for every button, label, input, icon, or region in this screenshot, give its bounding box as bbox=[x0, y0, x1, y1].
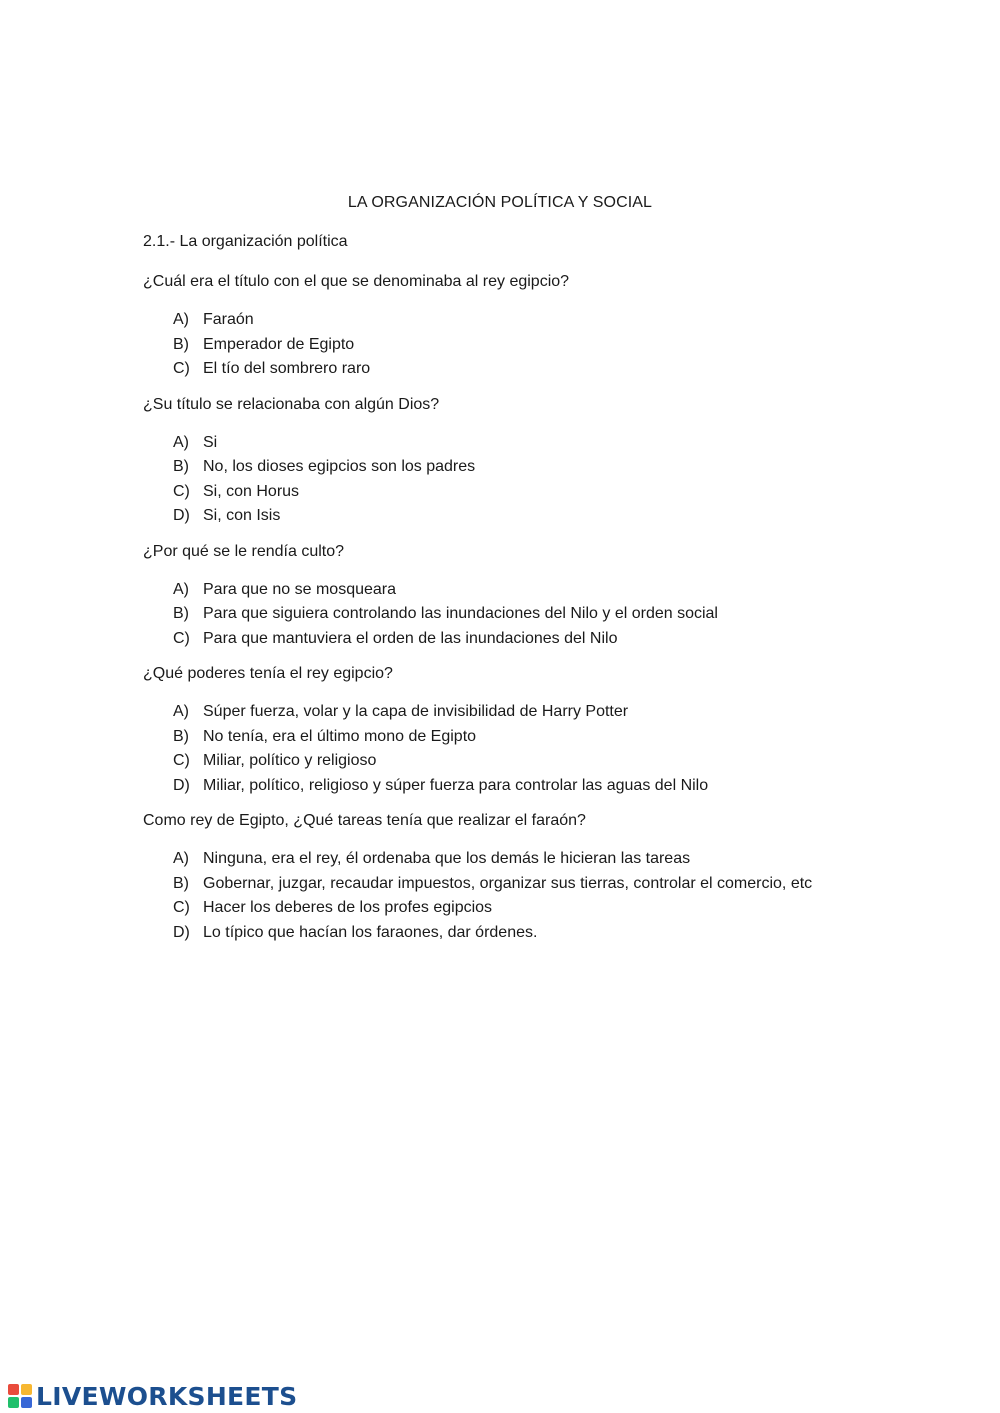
liveworksheets-logo bbox=[8, 1381, 297, 1411]
option-text: Miliar, político y religioso bbox=[203, 752, 377, 769]
answer-option[interactable] bbox=[143, 872, 923, 897]
liveworksheets-logo-icon bbox=[8, 1384, 32, 1408]
question-block bbox=[143, 271, 923, 382]
option-text: Ninguna, era el rey, él ordenaba que los demás le hicieran las tareas bbox=[203, 850, 691, 867]
logo-cell bbox=[8, 1384, 19, 1395]
option-text: Para que no se mosqueara bbox=[203, 580, 397, 598]
option-letter: B) bbox=[173, 458, 189, 475]
option-text: Si, con Horus bbox=[203, 482, 300, 500]
answer-option[interactable] bbox=[143, 774, 923, 799]
answer-option[interactable] bbox=[143, 602, 923, 627]
option-text: Si bbox=[203, 433, 218, 451]
question-block bbox=[143, 810, 923, 945]
logo-cell bbox=[21, 1384, 32, 1395]
logo-cell bbox=[8, 1397, 19, 1408]
option-letter: A) bbox=[173, 433, 189, 451]
answer-option[interactable] bbox=[143, 431, 923, 456]
option-text: No, los dioses egipcios son los padres bbox=[203, 458, 476, 475]
option-letter: B) bbox=[173, 605, 189, 622]
option-text: Emperador de Egipto bbox=[203, 335, 355, 353]
answer-option[interactable] bbox=[143, 504, 923, 529]
question-block bbox=[143, 541, 923, 652]
question-text: Como rey de Egipto, ¿Qué tareas tenía que realizar el faraón? bbox=[143, 812, 586, 829]
question-text: ¿Qué poderes tenía el rey egipcio? bbox=[143, 665, 393, 682]
option-text: Lo típico que hacían los faraones, dar órdenes. bbox=[203, 923, 538, 941]
option-letter: D) bbox=[173, 923, 190, 941]
option-text: Gobernar, juzgar, recaudar impuestos, organizar sus tierras, controlar el comercio, etc bbox=[203, 874, 813, 892]
option-text: Hacer los deberes de los profes egipcios bbox=[203, 899, 493, 916]
answer-option[interactable] bbox=[143, 896, 923, 921]
option-letter: B) bbox=[173, 335, 189, 353]
logo-cell bbox=[21, 1397, 32, 1408]
question-block bbox=[143, 394, 923, 529]
option-letter: C) bbox=[173, 899, 190, 916]
answer-option[interactable] bbox=[143, 308, 923, 333]
answer-option[interactable] bbox=[143, 921, 923, 946]
question-text: ¿Cuál era el título con el que se denominaba al rey egipcio? bbox=[143, 273, 570, 290]
option-letter: A) bbox=[173, 311, 189, 328]
option-text: Si, con Isis bbox=[203, 507, 281, 524]
answer-option[interactable] bbox=[143, 700, 923, 725]
option-letter: B) bbox=[173, 727, 189, 745]
section-heading: 2.1.- La organización política bbox=[143, 233, 348, 250]
question-text: ¿Por qué se le rendía culto? bbox=[143, 542, 345, 560]
option-letter: C) bbox=[173, 482, 190, 500]
option-text: No tenía, era el último mono de Egipto bbox=[203, 727, 477, 745]
option-letter: B) bbox=[173, 874, 189, 892]
option-text: Para que siguiera controlando las inundaciones del Nilo y el orden social bbox=[203, 605, 718, 622]
option-letter: D) bbox=[173, 507, 190, 524]
option-text: Miliar, político, religioso y súper fuerza para controlar las aguas del Nilo bbox=[203, 776, 709, 794]
answer-option[interactable] bbox=[143, 627, 923, 652]
option-letter: D) bbox=[173, 776, 190, 794]
answer-option[interactable] bbox=[143, 725, 923, 750]
question-list bbox=[143, 271, 923, 957]
option-letter: C) bbox=[173, 752, 190, 769]
logo-text: LIVEWORKSHEETS bbox=[36, 1381, 298, 1411]
option-text: Para que mantuviera el orden de las inundaciones del Nilo bbox=[203, 629, 618, 647]
option-letter: C) bbox=[173, 360, 190, 377]
option-letter: A) bbox=[173, 580, 189, 598]
question-text: ¿Su título se relacionaba con algún Dios? bbox=[143, 395, 440, 413]
answer-option[interactable] bbox=[143, 357, 923, 382]
option-letter: C) bbox=[173, 629, 190, 647]
option-letter: A) bbox=[173, 850, 189, 867]
answer-option[interactable] bbox=[143, 480, 923, 505]
page-title: LA ORGANIZACIÓN POLÍTICA Y SOCIAL bbox=[347, 194, 653, 211]
answer-option[interactable] bbox=[143, 578, 923, 603]
answer-option[interactable] bbox=[143, 333, 923, 358]
option-letter: A) bbox=[173, 703, 189, 720]
option-text: Faraón bbox=[203, 311, 254, 328]
option-text: El tío del sombrero raro bbox=[203, 360, 371, 377]
answer-option[interactable] bbox=[143, 749, 923, 774]
option-text: Súper fuerza, volar y la capa de invisibilidad de Harry Potter bbox=[203, 703, 629, 720]
answer-option[interactable] bbox=[143, 847, 923, 872]
answer-option[interactable] bbox=[143, 455, 923, 480]
question-block bbox=[143, 663, 923, 798]
